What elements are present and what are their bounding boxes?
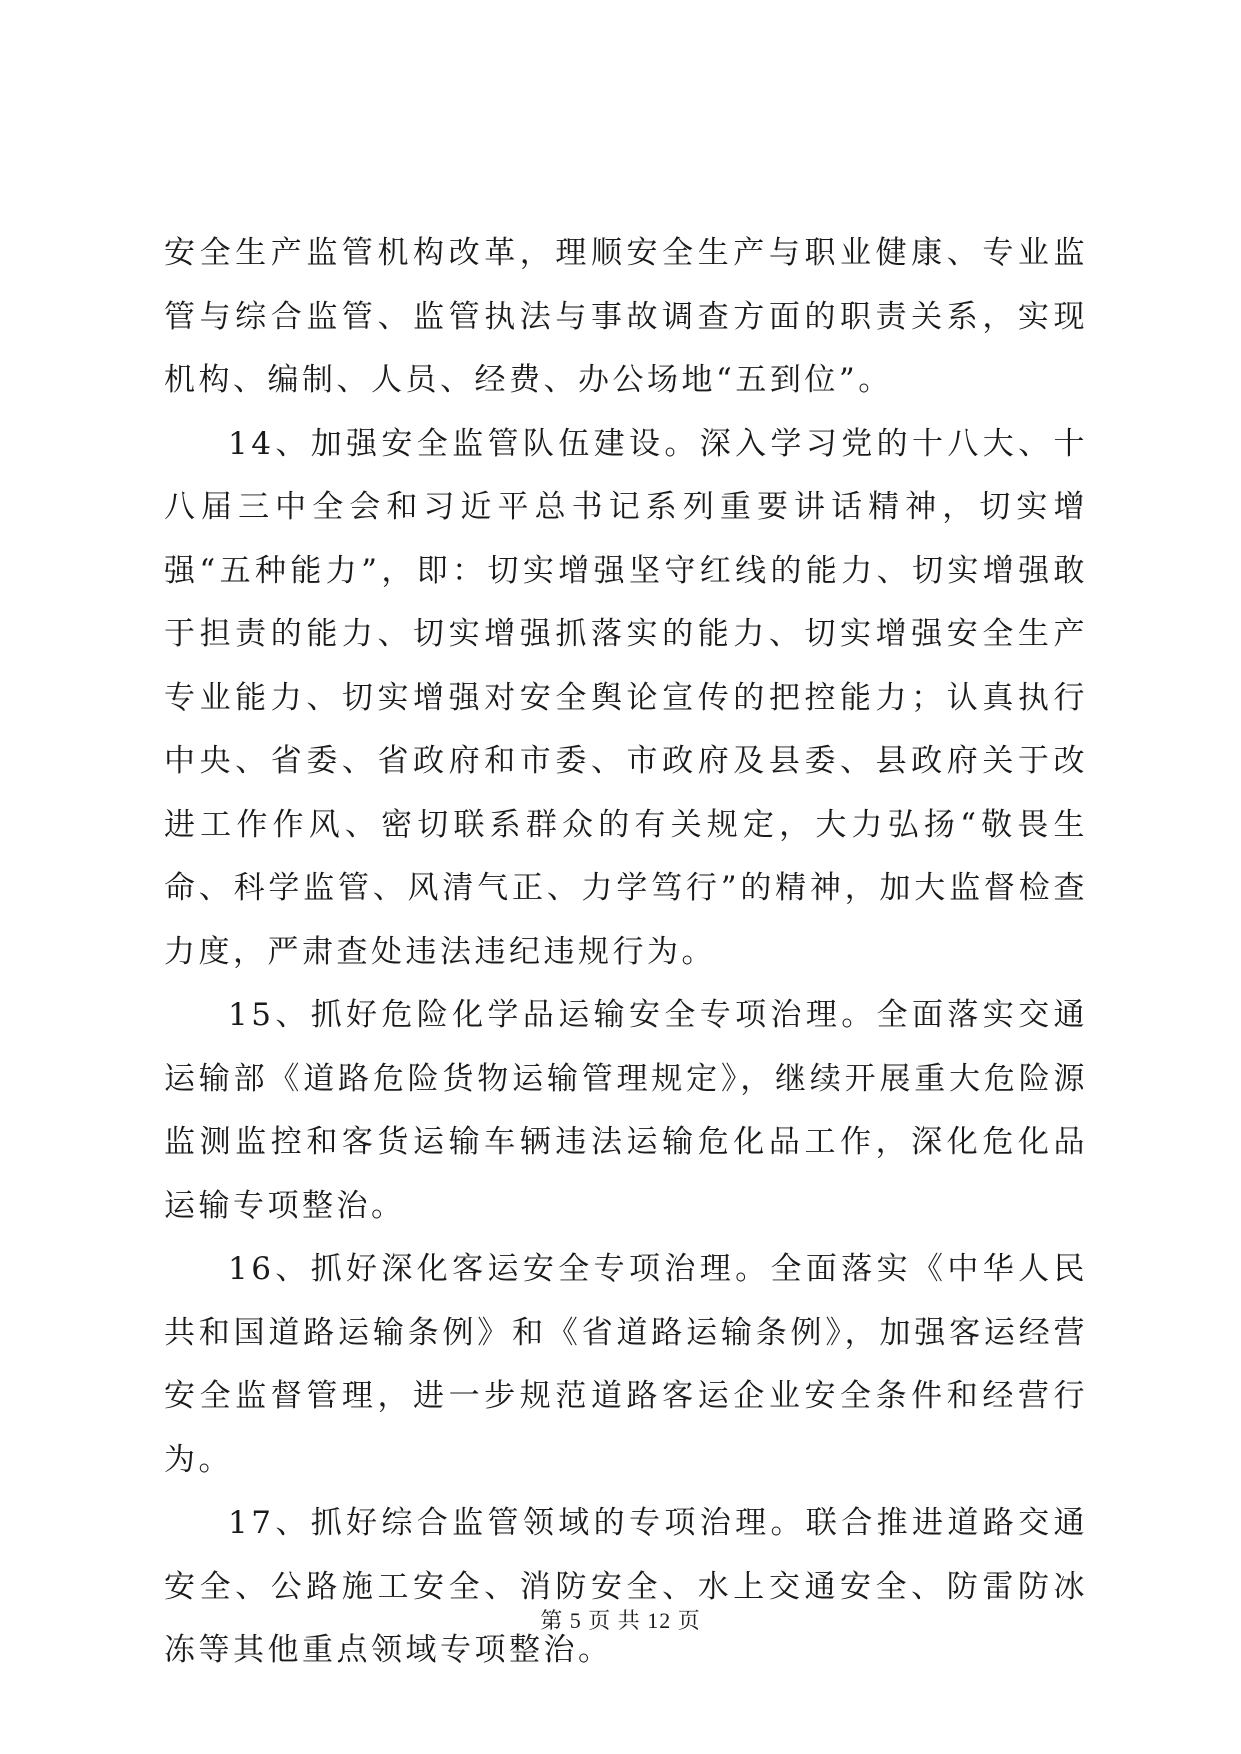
document-body — [164, 222, 1088, 1683]
page-number-footer: 第 5 页 共 12 页 — [540, 1608, 701, 1633]
paragraph-item-16: 16、抓好深化客运安全专项治理。全面落实《中华人民共和国道路运输条例》和《省道路运输条例》，加强客运经营安全监督管理，进一步规范道路客运企业安全条件和经营行为。 — [164, 1251, 1088, 1478]
paragraph-item-17: 17、抓好综合监管领域的专项治理。联合推进道路交通安全、公路施工安全、消防安全、水上交通安全、防雷防冰冻等其他重点领域专项整治。 — [164, 1505, 1088, 1668]
paragraph-item-14: 14、加强安全监管队伍建设。深入学习党的十八大、十八届三中全会和习近平总书记系列重要讲话精神，切实增强“五种能力”，即：切实增强坚守红线的能力、切实增强敢于担责的能力、切实增强抓落实的能力、切实增强安全生产专业能力、切实增强对安全舆论宣传的把控能力；认真执行中央、省委、省政府和市委、市政府及县委、县政府关于改进工作作风、密切联系群众的有关规定，大力弘扬“敬畏生命、科学监管、风清气正、力学笃行”的精神，加大监督检查力度，严肃查处违法违纪违规行为。 — [164, 425, 1088, 970]
paragraph-item-15: 15、抓好危险化学品运输安全专项治理。全面落实交通运输部《道路危险货物运输管理规定》，继续开展重大危险源监测监控和客货运输车辆违法运输危化品工作，深化危化品运输专项整治。 — [164, 997, 1088, 1224]
paragraph-continuation: 安全生产监管机构改革，理顺安全生产与职业健康、专业监管与综合监管、监管执法与事故调查方面的职责关系，实现机构、编制、人员、经费、办公场地“五到位”。 — [164, 235, 1088, 398]
